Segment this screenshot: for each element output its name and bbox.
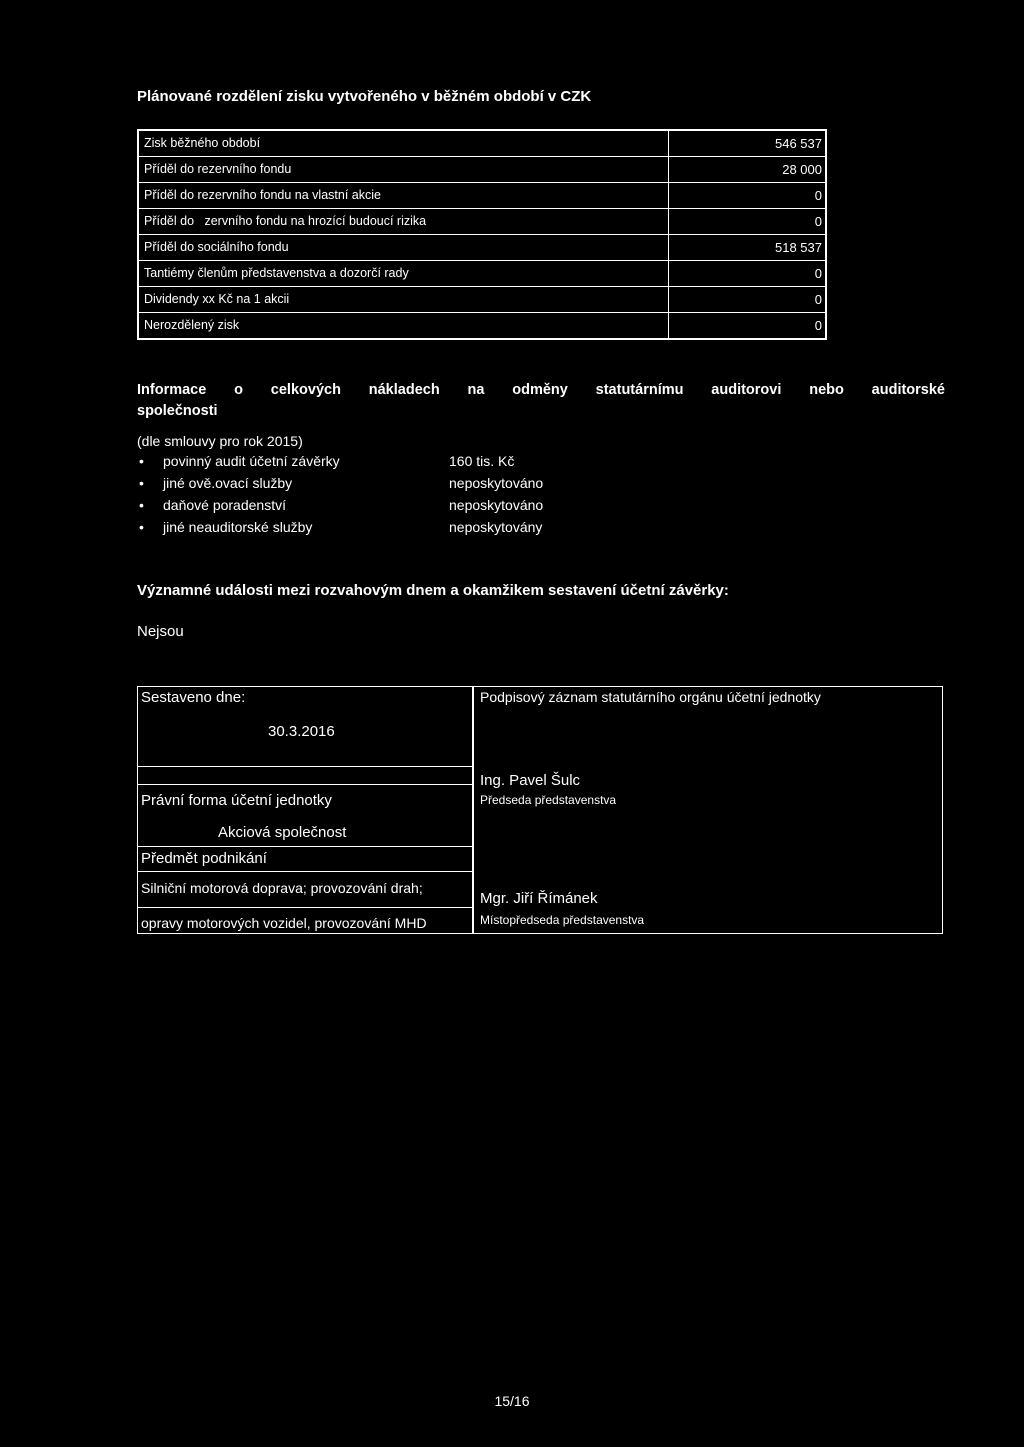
business-line-2: opravy motorových vozidel, provozování MHD: [141, 915, 427, 931]
signer-1-role: Předseda představenstva: [480, 793, 617, 807]
list-item: [137, 450, 515, 472]
row-label: Tantiémy členům představenstva a dozorčí rady: [138, 261, 669, 287]
compiled-label: Sestaveno dne:: [141, 689, 246, 706]
events-section-title: Významné události mezi rozvahovým dnem a okamžikem sestavení účetní závěrky:: [137, 582, 729, 599]
row-label: Příděl do sociálního fondu: [138, 235, 669, 261]
row-label: Zisk běžného období: [138, 130, 669, 157]
signature-panel: [472, 687, 944, 933]
signature-box: [137, 686, 943, 934]
signature-title: Podpisový záznam statutárního orgánu účetní jednotky: [480, 689, 821, 705]
service-value: neposkytovány: [449, 519, 543, 535]
entity-info-panel: [138, 687, 473, 933]
table-row: [138, 261, 826, 287]
divider: [138, 766, 473, 767]
table-row: [138, 130, 826, 157]
row-value: 518 537: [669, 235, 827, 261]
events-section-text: Nejsou: [137, 623, 184, 640]
legal-form-value: Akciová společnost: [218, 824, 347, 841]
row-value: 0: [669, 313, 827, 340]
row-label: Nerozdělený zisk: [138, 313, 669, 340]
divider: [138, 784, 473, 785]
table-row: [138, 313, 826, 340]
signer-2-name: Mgr. Jiří Římánek: [480, 890, 598, 907]
row-value: 0: [669, 209, 827, 235]
service-label: jiné neauditorské služby: [163, 519, 313, 535]
profit-distribution-table: [137, 129, 827, 340]
compiled-date: 30.3.2016: [268, 723, 335, 740]
auditor-section-title: Informace o celkových nákladech na odměny statutárnímu auditorovi nebo auditorské: [137, 382, 945, 398]
row-value: 0: [669, 183, 827, 209]
business-label: Předmět podnikání: [141, 850, 267, 867]
table-row: [138, 235, 826, 261]
row-label: Příděl do zervního fondu na hrozící budoucí rizika: [138, 209, 669, 235]
bullet-icon: •: [139, 475, 144, 491]
list-item: [137, 494, 544, 516]
service-value: neposkytováno: [449, 475, 544, 491]
table-row: [138, 157, 826, 183]
divider: [138, 871, 473, 872]
auditor-section-subtitle: (dle smlouvy pro rok 2015): [137, 433, 303, 449]
table-row: [138, 209, 826, 235]
bullet-icon: •: [139, 519, 144, 535]
profit-section-title: Plánované rozdělení zisku vytvořeného v běžném období v CZK: [137, 88, 592, 105]
signer-1-name: Ing. Pavel Šulc: [480, 772, 581, 789]
row-label: Dividendy xx Kč na 1 akcii: [138, 287, 669, 313]
divider: [138, 846, 473, 847]
table-row: [138, 183, 826, 209]
business-line-1: Silniční motorová doprava; provozování drah;: [141, 880, 423, 896]
list-item: [137, 516, 543, 538]
signer-2-role: Místopředseda představenstva: [480, 913, 645, 927]
row-value: 546 537: [669, 130, 827, 157]
page-number: 15/16: [494, 1393, 530, 1409]
service-label: daňové poradenství: [163, 497, 286, 513]
service-value: 160 tis. Kč: [449, 453, 515, 469]
list-item: [137, 472, 544, 494]
service-label: povinný audit účetní závěrky: [163, 453, 340, 469]
table-row: [138, 287, 826, 313]
row-label: Příděl do rezervního fondu na vlastní akcie: [138, 183, 669, 209]
divider: [138, 907, 473, 908]
row-label: Příděl do rezervního fondu: [138, 157, 669, 183]
row-value: 0: [669, 287, 827, 313]
service-value: neposkytováno: [449, 497, 544, 513]
bullet-icon: •: [139, 497, 144, 513]
service-label: jiné ově.ovací služby: [163, 475, 293, 491]
bullet-icon: •: [139, 453, 144, 469]
row-value: 28 000: [669, 157, 827, 183]
legal-form-label: Právní forma účetní jednotky: [141, 792, 332, 809]
auditor-section-title-cont: společnosti: [137, 403, 218, 419]
row-value: 0: [669, 261, 827, 287]
